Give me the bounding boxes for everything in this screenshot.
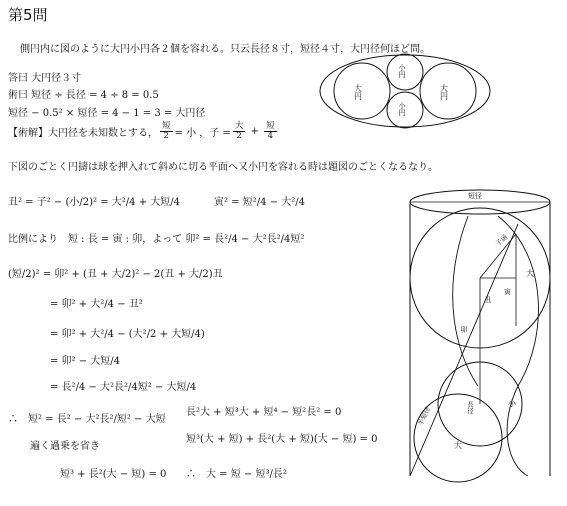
label-small-bottom: 小円 [398, 102, 406, 116]
cut-curve-left [453, 216, 478, 386]
label-u: 卯 [460, 326, 468, 333]
fraction-short-half [160, 122, 173, 141]
label-big-left: 大円 [353, 84, 363, 100]
frac-den: 4 [267, 130, 274, 141]
equation-b: = 卯² + 大²/4 − 丑² [50, 299, 143, 310]
problem-statement: 側円内に図のように大円小円各２個を容れる。只云長径８寸，短径４寸，大円径何ほど問。 [20, 44, 430, 55]
equation-i: 遍く過乗を省き [30, 441, 100, 452]
label-sho: 小 [508, 399, 516, 408]
method-line-1: 術曰 短径 ÷ 長径 = 4 ÷ 8 = 0.5 [8, 90, 159, 101]
cut-curve-right [498, 216, 538, 476]
fraction-big-half [233, 122, 246, 141]
label-dai-top: 大 [526, 269, 534, 278]
label-ushi: 丑 [484, 296, 492, 303]
frac-num: 短 [162, 121, 171, 131]
equation-a: (短/2)² = 卯² + (丑 + 大/2)² − 2(丑 + 大/2)丑 [8, 269, 223, 280]
equation-e: = 長²/4 − 大²長²/4短² − 大短/4 [50, 382, 197, 393]
solution-line: 【術解】大円径を未知数とする， $\frac{\text{短}}{2}$ = 小 ，子 = $\frac{\text{大}}{2}$ + $\frac{\text{短}}{4}$ [8, 121, 275, 141]
label-short-axis: 短径 [468, 192, 482, 200]
label-big-right: 大円 [439, 84, 449, 100]
equation-d: = 卯² − 大短/4 [50, 356, 121, 367]
intro-text: 下図のごとく円擣は球を押入れて斜めに切る平面へ又小円を容れる時は題図のごとくなるなり。 [8, 162, 438, 173]
solution-mid: = 小 ，子 = [174, 127, 231, 139]
label-tora: 寅 [504, 288, 511, 296]
frac-num: 大 [234, 121, 244, 131]
label-kan: 子函 [494, 233, 510, 248]
label-dai-bottom: 大 [454, 441, 462, 450]
equation-tora: 寅² = 短²/4 − 大²/4 [214, 197, 305, 208]
frac-num: 短 [266, 121, 275, 131]
cylinder-figure [398, 176, 560, 494]
frac-den: 2 [163, 130, 169, 141]
solution-head: 【術解】大円径を未知数とする， [8, 127, 158, 139]
ellipse-figure [318, 52, 493, 130]
equation-j: 短³ + 長²(大 − 短) = 0 [60, 469, 167, 480]
equation-ratio: 比例により 短 : 長 = 寅 : 卯，よって 卯² = 長²/4 − 大²長²/4短² [8, 234, 305, 245]
answer-line: 答曰 大円径３寸 [8, 73, 82, 84]
equation-k: ∴ 大 = 短 − 短³/長² [186, 469, 287, 480]
frac-den: 2 [236, 130, 242, 141]
page-title: 第5問 [8, 6, 48, 24]
method-line-2: 短径 − 0.5² × 短径 = 4 − 1 = 3 = 大円径 [8, 108, 206, 119]
label-chou: 長径 [466, 401, 474, 414]
equation-c: = 卯² + 大²/4 − (大²/2 + 大短/4) [50, 329, 205, 340]
fraction-short-quarter [264, 122, 277, 141]
equation-f: ∴ 短² = 長² − 大²長²/短² − 大短 [8, 414, 166, 425]
equation-chou: 丑² = 子² − (小/2)² = 大²/4 + 大短/4 [8, 197, 180, 208]
label-half: 半短径 [416, 405, 433, 427]
label-small-top: 小円 [398, 64, 406, 78]
equation-g: 長²大 + 短³大 + 短⁴ − 短²長² = 0 [186, 407, 342, 418]
equation-h: 短³(大 + 短) + 長²(大 + 短)(大 − 短) = 0 [186, 434, 378, 445]
